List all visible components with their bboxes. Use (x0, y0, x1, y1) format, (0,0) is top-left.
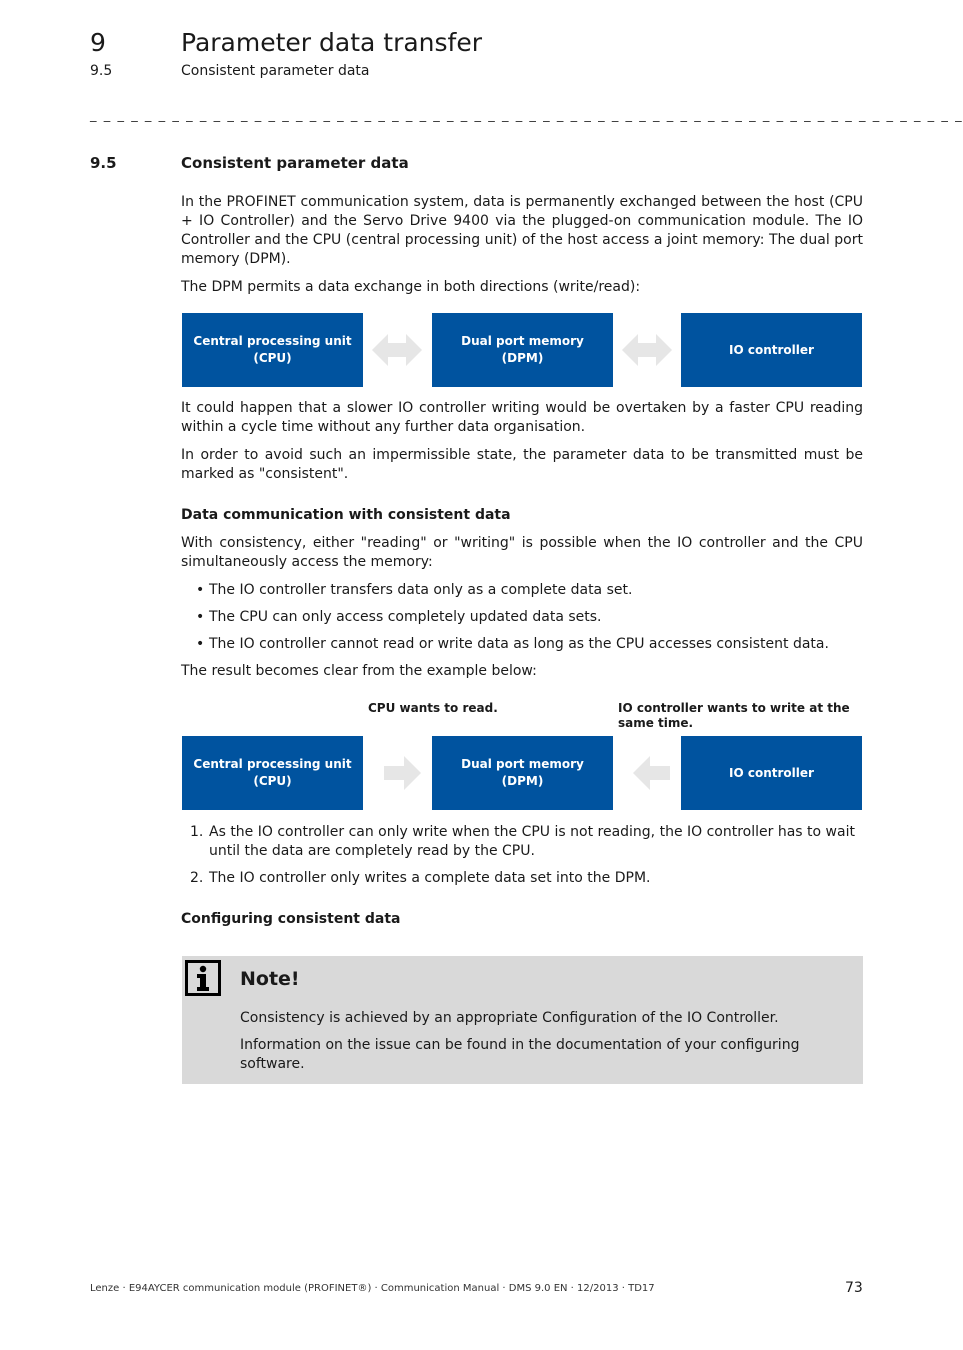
footer-text: Lenze · E94AYCER communication module (PROFINET®) · Communication Manual · DMS 9.0 EN · 12/2013 · TD17 (90, 1283, 655, 1294)
bullet-marker: • (196, 582, 205, 598)
caption-cpu-read: CPU wants to read. (368, 701, 498, 715)
step-number: 1. (190, 824, 204, 840)
consistency-paragraph: With consistency, either "reading" or "writing" is possible when the IO controller and the CPU simultaneously access the memory: (181, 535, 863, 570)
note-title: Note! (240, 968, 300, 990)
box-cpu-abbr: (CPU) (253, 351, 292, 365)
subheading-configuring: Configuring consistent data (181, 911, 401, 927)
step-number: 2. (190, 870, 204, 886)
box-io-label: IO controller (729, 342, 814, 357)
list-item: The IO controller cannot read or write data as long as the CPU accesses consistent data. (209, 636, 829, 652)
section-title: Consistent parameter data (181, 154, 409, 172)
bullet-marker: • (196, 609, 205, 625)
box-dpm (432, 313, 613, 387)
dpm-permits-paragraph: The DPM permits a data exchange in both directions (write/read): (181, 279, 641, 295)
box-cpu-label: Central processing unit (193, 757, 352, 771)
box-cpu-abbr: (CPU) (253, 774, 292, 788)
result-paragraph: The result becomes clear from the example below: (181, 663, 537, 679)
subsection-number: 9.5 (90, 63, 113, 79)
page-number: 73 (845, 1280, 863, 1296)
chapter-title: Parameter data transfer (181, 28, 483, 57)
box-dpm-label: Dual port memory (461, 757, 584, 771)
box-cpu (182, 736, 363, 810)
intro-paragraph: In the PROFINET communication system, data is permanently exchanged between the host (CPU + IO Controller) and the Servo Drive 9400 via the plugged-on communication module. The IO Controller and the CPU (central processing unit) of the host access a joint memory: The dual port memory (DPM). (181, 194, 863, 267)
double-arrow-icon (622, 330, 672, 370)
box-cpu-label: Central processing unit (193, 334, 352, 348)
box-io-label: IO controller (729, 765, 814, 780)
caption-io-write: IO controller wants to write at the same time. (618, 701, 850, 730)
box-io-controller (681, 313, 862, 387)
arrow-left-icon (627, 753, 677, 793)
subheading-data-communication: Data communication with consistent data (181, 507, 511, 523)
list-item: The CPU can only access completely updated data sets. (209, 609, 602, 625)
box-dpm-label: Dual port memory (461, 334, 584, 348)
double-arrow-icon (372, 330, 422, 370)
header-separator: _ _ _ _ _ _ _ _ _ _ _ _ _ _ _ _ _ _ _ _ _ _ _ _ _ _ _ _ _ _ _ _ _ _ _ _ _ _ _ _ _ _ _ _ _ _ _ _ _ _ _ _ _ _ _ _ _ _ _ _ _ _ _ _ (90, 108, 963, 123)
box-dpm-abbr: (DPM) (501, 774, 544, 788)
arrow-right-icon (377, 753, 427, 793)
note-text-1: Consistency is achieved by an appropriate Configuration of the IO Controller. (240, 1010, 779, 1026)
bullet-marker: • (196, 636, 205, 652)
section-number: 9.5 (90, 154, 117, 172)
step-text: As the IO controller can only write when the CPU is not reading, the IO controller has to wait until the data are completely read by the CPU. (209, 824, 855, 859)
avoid-paragraph: In order to avoid such an impermissible state, the parameter data to be transmitted must be marked as "consistent". (181, 447, 863, 482)
subsection-title: Consistent parameter data (181, 63, 370, 79)
list-item: The IO controller transfers data only as a complete data set. (209, 582, 633, 598)
box-io-controller (681, 736, 862, 810)
chapter-number: 9 (90, 28, 106, 57)
info-icon (185, 960, 221, 996)
note-text-2: Information on the issue can be found in the documentation of your configuring software. (240, 1037, 800, 1072)
box-dpm-abbr: (DPM) (501, 351, 544, 365)
box-dpm (432, 736, 613, 810)
could-happen-paragraph: It could happen that a slower IO controller writing would be overtaken by a faster CPU reading within a cycle time without any further data organisation. (181, 400, 863, 435)
box-cpu (182, 313, 363, 387)
step-text: The IO controller only writes a complete data set into the DPM. (209, 870, 651, 886)
